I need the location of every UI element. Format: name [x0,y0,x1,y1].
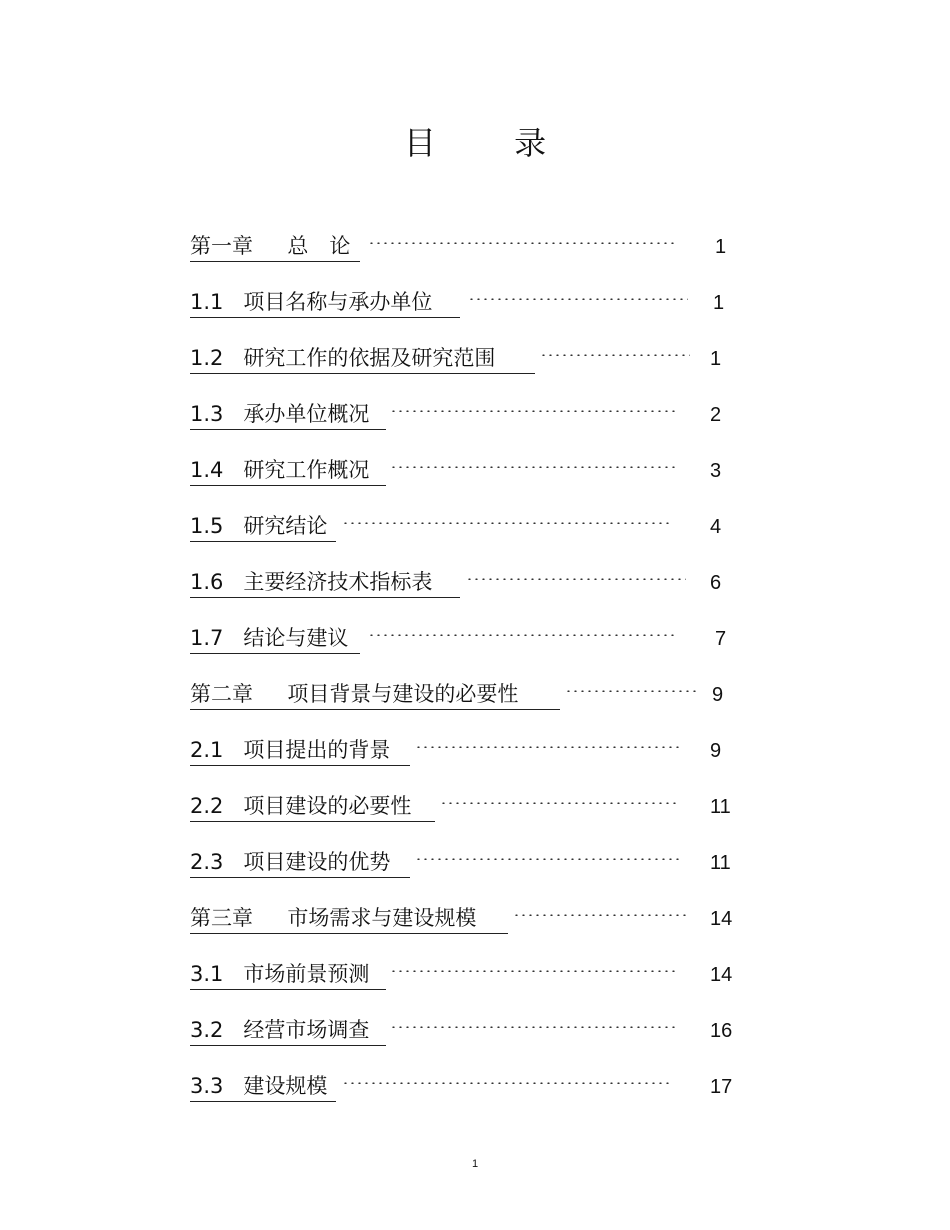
toc-leader-dots [415,746,680,748]
toc-leader-dots [390,1026,678,1028]
toc-entry-page: 1 [710,348,722,370]
toc-entry-label[interactable]: 第三章 市场需求与建设规模 [190,898,508,934]
toc-leader-dots [390,410,678,412]
toc-entry-label[interactable]: 1.1 项目名称与承办单位 [190,282,460,318]
toc-entry-page: 6 [710,572,722,594]
toc-leader-dots [513,914,688,916]
toc-entry-label[interactable]: 第一章 总 论 [190,226,360,262]
toc-entry-label[interactable]: 2.1 项目提出的背景 [190,730,410,766]
toc-entry[interactable] [190,450,750,506]
toc-leader-dots [440,802,680,804]
toc-entry[interactable] [190,1010,750,1066]
toc-leader-dots [468,298,688,300]
toc-leader-dots [565,690,697,692]
table-of-contents [190,226,750,1122]
toc-entry[interactable] [190,730,750,786]
toc-leader-dots [415,858,680,860]
toc-entry-page: 9 [710,740,722,762]
toc-entry-label[interactable]: 1.2 研究工作的依据及研究范围 [190,338,535,374]
toc-leader-dots [342,522,672,524]
toc-entry[interactable] [190,786,750,842]
toc-entry[interactable] [190,842,750,898]
toc-entry-page: 4 [710,516,722,538]
toc-entry[interactable] [190,1066,750,1122]
toc-entry-label[interactable]: 3.1 市场前景预测 [190,954,386,990]
toc-entry-label[interactable]: 1.6 主要经济技术指标表 [190,562,460,598]
toc-entry[interactable] [190,618,750,674]
toc-entry-page: 14 [710,964,733,986]
toc-entry-page: 16 [710,1020,733,1042]
toc-leader-dots [540,354,690,356]
toc-entry-page: 14 [710,908,733,930]
toc-entry-label[interactable]: 1.5 研究结论 [190,506,336,542]
toc-entry[interactable] [190,282,750,338]
toc-entry-label[interactable]: 2.3 项目建设的优势 [190,842,410,878]
toc-entry-page: 2 [710,404,722,426]
toc-entry-label[interactable]: 2.2 项目建设的必要性 [190,786,435,822]
toc-entry-page: 7 [715,628,727,650]
toc-entry[interactable] [190,562,750,618]
toc-entry-label[interactable]: 1.4 研究工作概况 [190,450,386,486]
toc-entry-page: 11 [710,796,731,818]
toc-entry[interactable] [190,954,750,1010]
toc-leader-dots [368,242,678,244]
toc-leader-dots [390,970,678,972]
toc-entry-label[interactable]: 1.3 承办单位概况 [190,394,386,430]
toc-entry[interactable] [190,338,750,394]
toc-leader-dots [390,466,678,468]
toc-entry-label[interactable]: 1.7 结论与建议 [190,618,360,654]
toc-entry[interactable] [190,394,750,450]
toc-leader-dots [466,578,686,580]
toc-entry-page: 1 [713,292,725,314]
toc-entry-page: 9 [712,684,724,706]
toc-entry[interactable] [190,506,750,562]
toc-leader-dots [368,634,678,636]
toc-entry[interactable] [190,674,750,730]
toc-entry-page: 1 [715,236,727,258]
toc-entry[interactable] [190,898,750,954]
toc-entry-label[interactable]: 3.2 经营市场调查 [190,1010,386,1046]
toc-leader-dots [342,1082,672,1084]
toc-entry-page: 11 [710,852,731,874]
toc-entry[interactable] [190,226,750,282]
footer-page-number: 1 [471,1158,479,1170]
page-title: 目 录 [403,124,581,162]
toc-entry-page: 3 [710,460,722,482]
toc-entry-page: 17 [710,1076,733,1098]
toc-entry-label[interactable]: 第二章 项目背景与建设的必要性 [190,674,560,710]
toc-entry-label[interactable]: 3.3 建设规模 [190,1066,336,1102]
